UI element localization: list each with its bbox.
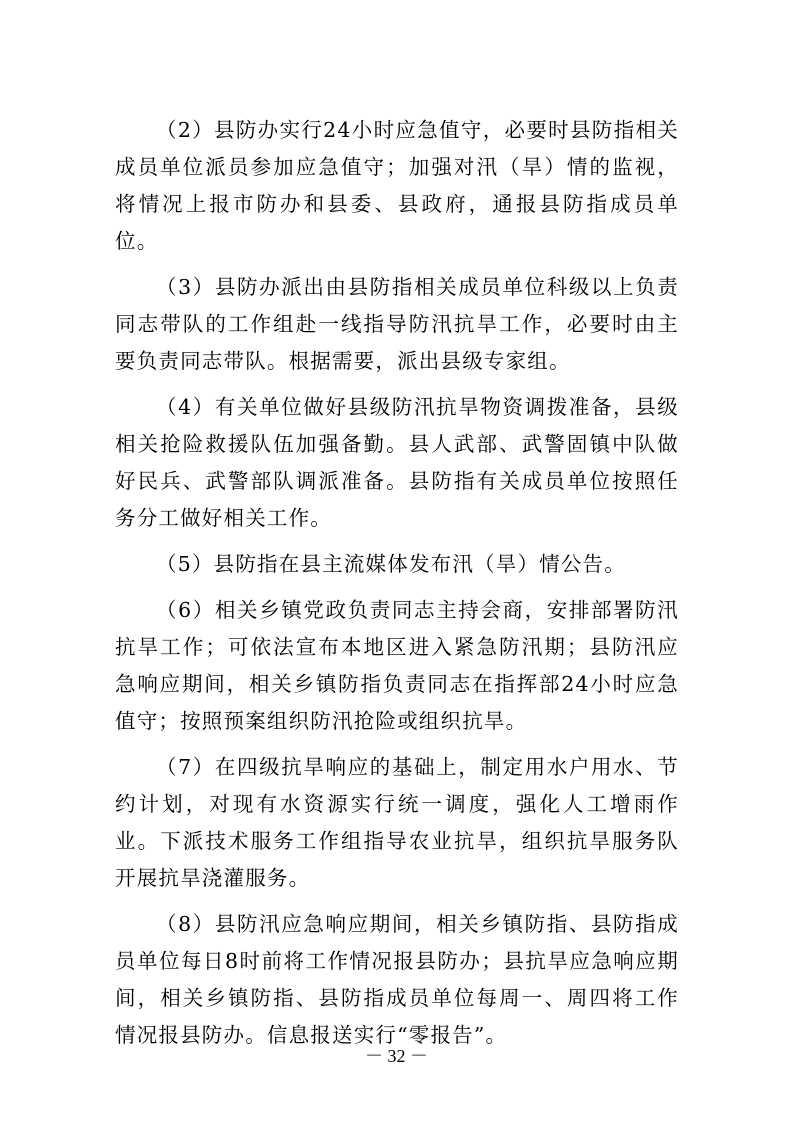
paragraph-item-5: （5）县防指在县主流媒体发布汛（旱）情公告。 — [156, 552, 626, 576]
paragraph-item-4: （4）有关单位做好县级防汛抗旱物资调拨准备，县级相关抢险救援队伍加强备勤。县人武部、武警固镇中队做好民兵、武警部队调派准备。县防指有关成员单位按照任务分工做好相关工作。 — [115, 395, 679, 530]
paragraph-item-3: （3）县防办派出由县防指相关成员单位科级以上负责同志带队的工作组赴一线指导防汛抗旱工作，必要时由主要负责同志带队。根据需要，派出县级专家组。 — [115, 275, 679, 373]
paragraph-item-2: （2）县防办实行24小时应急值守，必要时县防指相关成员单位派员参加应急值守；加强对汛（旱）情的监视，将情况上报市防办和县委、县政府，通报县防指成员单位。 — [115, 118, 679, 253]
paragraph-item-6: （6）相关乡镇党政负责同志主持会商，安排部署防汛抗旱工作；可依法宣布本地区进入紧急防汛期；县防汛应急响应期间，相关乡镇防指负责同志在指挥部24小时应急值守；按照预案组织防汛抢险或组织抗旱。 — [115, 598, 679, 733]
paragraph-item-7: （7）在四级抗旱响应的基础上，制定用水户用水、节约计划，对现有水资源实行统一调度，强化人工增雨作业。下派技术服务工作组指导农业抗旱，组织抗旱服务队开展抗旱浇灌服务。 — [115, 755, 679, 890]
page-number: － 32 － — [365, 1046, 428, 1066]
paragraph-item-8: （8）县防汛应急响应期间，相关乡镇防指、县防指成员单位每日8时前将工作情况报县防办；县抗旱应急响应期间，相关乡镇防指、县防指成员单位每周一、周四将工作情况报县防办。信息报送实行“零报告”。 — [115, 912, 679, 1047]
document-body — [115, 112, 679, 1063]
